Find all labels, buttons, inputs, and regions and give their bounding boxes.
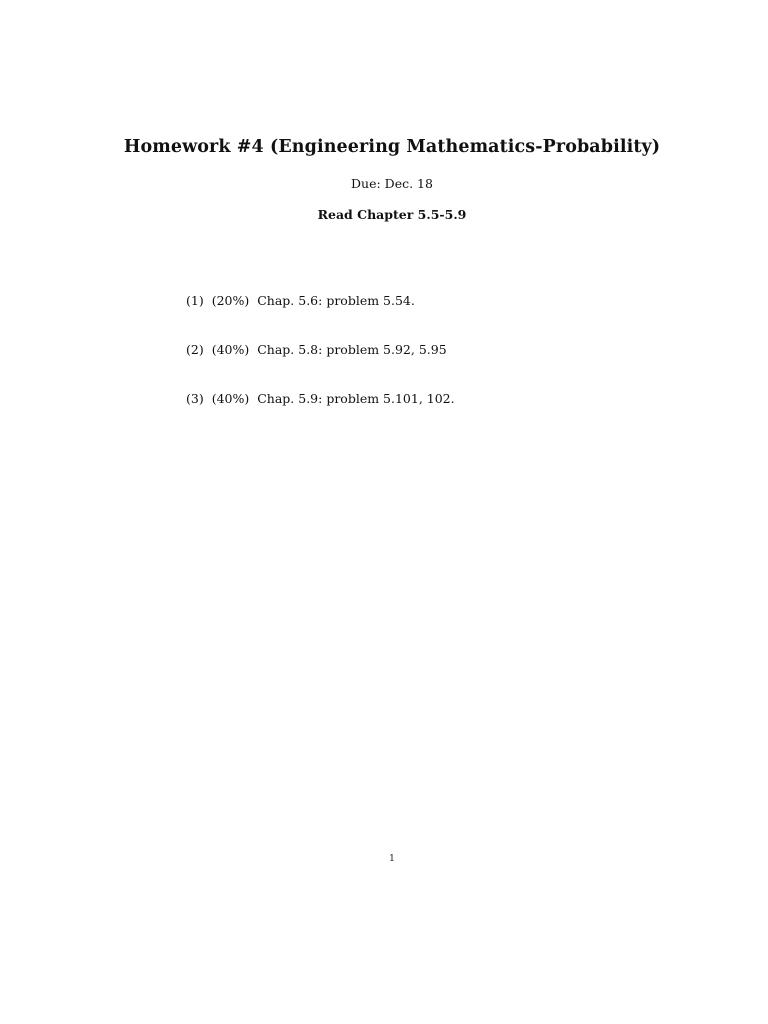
page-number: 1 (389, 854, 395, 864)
problem-item (186, 342, 455, 357)
problem-weight: (40%) (211, 391, 250, 406)
reading-assignment: Read Chapter 5.5-5.9 (317, 207, 467, 222)
problem-weight: (40%) (211, 342, 250, 357)
problem-text: Chap. 5.8: problem 5.92, 5.95 (257, 342, 447, 357)
problem-text: Chap. 5.9: problem 5.101, 102. (257, 391, 455, 406)
problem-text: Chap. 5.6: problem 5.54. (257, 293, 415, 308)
due-date: Due: Dec. 18 (351, 176, 433, 191)
problem-weight: (20%) (211, 293, 250, 308)
page-title: Homework #4 (Engineering Mathematics-Probability) (123, 137, 661, 157)
problem-list (186, 293, 455, 440)
problem-item (186, 391, 455, 406)
problem-number: (2) (186, 342, 204, 357)
problem-number: (1) (186, 293, 204, 308)
problem-item (186, 293, 455, 308)
problem-number: (3) (186, 391, 204, 406)
